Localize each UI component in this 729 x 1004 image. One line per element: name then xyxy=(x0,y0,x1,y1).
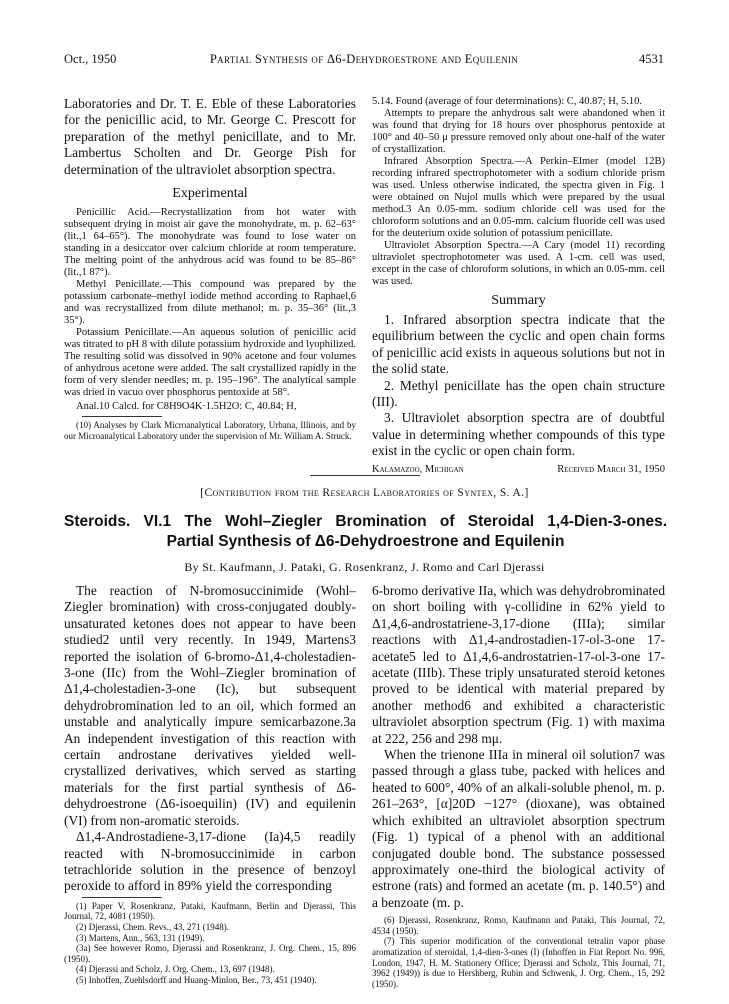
attempts-paragraph: Attempts to prepare the anhydrous salt were abandoned when it was found that drying for 18 hours over phosphorus pentoxide at 100° and 40–50 μ pressure removed only about one-half of the water of crystallization. xyxy=(372,108,665,155)
experimental-heading: Experimental xyxy=(172,186,248,202)
footnote-7: (7) This superior modification of the conventional tetralin vapor phase aromatization of steroidal, 1,4-dien-3-ones (I) (Inhoffen in Fiat Report No. 996, London, 1947, H. M. Stationery Office; Djerassi and Scholz, This Journal, 71, 3962 (1949)) is due to Hershberg, Rubin and Schwenk, J. Org. Chem., 15, 292 (1950). xyxy=(372,936,665,989)
footnote-1: (1) Paper V, Rosenkranz, Pataki, Kaufmann, Berlin and Djerassi, This Journal, 72, 4081 (1950). xyxy=(64,900,356,922)
contribution-line: [Contribution from the Research Laboratories of Syntex, S. A.] xyxy=(200,487,529,499)
footnote-rule xyxy=(82,416,162,417)
footnote-10: (10) Analyses by Clark Microanalytical Laboratory, Urbana, Illinois, and by our Microanalytical Laboratory under the supervision of Mr. William A. Struck. xyxy=(64,420,356,441)
header-page-number: 4531 xyxy=(639,52,664,66)
signature-received-date: Received March 31, 1950 xyxy=(557,463,665,475)
footnote-3: (3) Martens, Ann., 563, 131 (1949). xyxy=(76,932,205,943)
penicillic-acid-paragraph: Penicillic Acid.—Recrystallization from hot water with subsequent drying in moist air gave the monohydrate, m. p. 62–63° (lit.,1 64–65°). The monohydrate was found to lose water on standing in a desiccator over calcium chloride at room temperature. The melting point of the anhydrous acid was found to be 85–86° (lit.,1 87°). xyxy=(64,207,356,279)
methyl-penicillate-paragraph: Methyl Penicillate.—This compound was prepared by the potassium carbonate–methyl iodide method according to Raphael,6 and was recrystallized from dilute methanol; m. p. 35–36° (lit.,3 35°). xyxy=(64,279,356,327)
header-title: Partial Synthesis of Δ6-Dehydroestrone and Equilenin xyxy=(209,52,519,66)
signature-line xyxy=(372,464,665,475)
summary-point-3: 3. Ultraviolet absorption spectra are of doubtful value in determining whether compounds of this type exist in the cyclic or open chain form. xyxy=(372,410,665,459)
infrared-paragraph: Infrared Absorption Spectra.—A Perkin–Elmer (model 12B) recording infrared spectrophotometer with a sodium chloride prism was used. Unless otherwise indicated, the spectra given in Fig. 1 were obtained on Nujol mulls which were prepared by the usual method.3 An 0.05-mm. sodium chloride cell was used for the chloroform solutions and an 0.05-mm. calcium fluoride cell was used for the deuterium oxide solution of potassium penicillate. xyxy=(372,156,665,239)
running-header xyxy=(64,52,664,68)
article-title-line-1: Steroids. VI.1 The Wohl–Ziegler Bromination of Steroidal 1,4-Dien-3-ones. xyxy=(64,513,667,530)
body-left-column xyxy=(64,583,356,985)
summary-point-2: 2. Methyl penicillate has the open chain structure (III). xyxy=(372,377,665,410)
footnote-6: (6) Djerassi, Rosenkranz, Romo, Kaufmann and Pataki, This Journal, 72, 4534 (1950). xyxy=(372,915,665,936)
footnote-5: (5) Inhoffen, Zuehlsdorff and Huang-Minlon, Ber., 73, 451 (1940). xyxy=(76,974,317,985)
summary-heading: Summary xyxy=(491,293,546,308)
analysis-line: Anal.10 Calcd. for C8H9O4K·1.5H2O: C, 40.84; H, xyxy=(76,401,297,413)
potassium-penicillate-paragraph: Potassium Penicillate.—An aqueous solution of penicillic acid was titrated to pH 8 with dilute potassium hydroxide and lyophilized. The resulting solid was dissolved in 90% acetone and four volumes of anhydrous acetone were added. The salt crystallized rapidly in the form of very slender needles; m. p. 195–196°. The analytical sample was dried in vacuo over phosphorus pentoxide at 58°. xyxy=(64,327,356,399)
acknowledgment-paragraph: Laboratories and Dr. T. E. Eble of these Laboratories for the penicillic acid, to Mr. George C. Prescott for preparation of the methyl penicillate, and to Mr. Lambertus Scholten and Dr. George Pish for determination of the ultraviolet absorption spectra. xyxy=(64,96,356,177)
article-authors: By St. Kaufmann, J. Pataki, G. Rosenkranz, J. Romo and Carl Djerassi xyxy=(184,560,545,574)
footnote-3a: (3a) See however Romo, Djerassi and Rosenkranz, J. Org. Chem., 15, 896 (1950). xyxy=(64,943,356,964)
article-title xyxy=(64,512,667,551)
ultraviolet-paragraph: Ultraviolet Absorption Spectra.—A Cary (model 11) recording ultraviolet spectrophotometer was used. A 1-cm. cell was used, except in the case of chloroform solutions, in which an 0.05-mm. cell was used. xyxy=(372,240,665,287)
body-right-column xyxy=(372,583,665,989)
top-right-column xyxy=(372,96,665,475)
header-date: Oct., 1950 xyxy=(64,52,117,66)
found-line: 5.14. Found (average of four determinations): C, 40.87; H, 5.10. xyxy=(372,96,643,107)
body-paragraph-2: Δ1,4-Androstadiene-3,17-dione (Ia)4,5 readily reacted with N-bromosuccinimide in carbon tetrachloride solution in the presence of benzoyl peroxide to afford in 89% yield the corresponding xyxy=(64,829,356,894)
signature-location: Kalamazoo, Michigan xyxy=(372,463,464,475)
article-title-line-2: Partial Synthesis of Δ6-Dehydroestrone and Equilenin xyxy=(166,532,565,550)
body-paragraph-4: When the trienone IIIa in mineral oil solution7 was passed through a glass tube, packed with helices and heated to 600°, 40% of an alkali-soluble phenol, m. p. 261–263°, [α]20D −127° (dioxane), was obtained which exhibited an ultraviolet absorption spectrum (Fig. 1) typical of a phenol with an additional conjugated double bond. The substance possessed approximately one-third the biological activity of estrone (rats) and formed an acetate (m. p. 140.5°) and a benzoate (m. p. xyxy=(372,747,665,910)
summary-point-1: 1. Infrared absorption spectra indicate that the equilibrium between the cyclic and open chain forms of penicillic acid exists in aqueous solutions but not in the solid state. xyxy=(372,312,665,377)
body-paragraph-3: 6-bromo derivative IIa, which was dehydrobrominated on short boiling with γ-collidine in 62% yield to Δ1,4,6-androstatriene-3,17-dione (IIIa); similar reactions with Δ1,4-androstadien-17-ol-3-one 17-acetate5 led to Δ1,4,6-androstatrien-17-ol-3-one 17-acetate (IIIb). These triply unsaturated steroid ketones proved to be identical with material prepared by another method6 and exhibited a characteristic ultraviolet absorption spectrum (Fig. 1) with maxima at 222, 256 and 298 mμ. xyxy=(372,583,666,746)
footnote-4: (4) Djerassi and Scholz, J. Org. Chem., 13, 697 (1948). xyxy=(76,964,275,975)
footnote-rule xyxy=(82,897,162,898)
section-divider xyxy=(310,475,420,476)
body-paragraph-1: The reaction of N-bromosuccinimide (Wohl–Ziegler bromination) with cross-conjugated doubly-unsaturated ketones does not appear to have been studied2 until very recently. In 1949, Martens3 reported the isolation of 6-bromo-Δ1,4-cholestadien-3-one (IIc) from the Wohl–Ziegler bromination of Δ1,4-cholestadien-3-one (Ic), but subsequent dehydrobromination led to an oil, which formed an unstable and analytically impure semicarbazone.3a An independent investigation of this reaction with certain androstane derivatives yielded well-crystallized derivatives, which served as starting materials for the first partial synthesis of Δ6-dehydroestrone (Δ6-isoequilin) (IV) and equilenin (VI) from non-aromatic steroids. xyxy=(64,583,356,828)
footnote-2: (2) Djerassi, Chem. Revs., 43, 271 (1948). xyxy=(76,921,229,932)
top-left-column xyxy=(64,96,356,441)
